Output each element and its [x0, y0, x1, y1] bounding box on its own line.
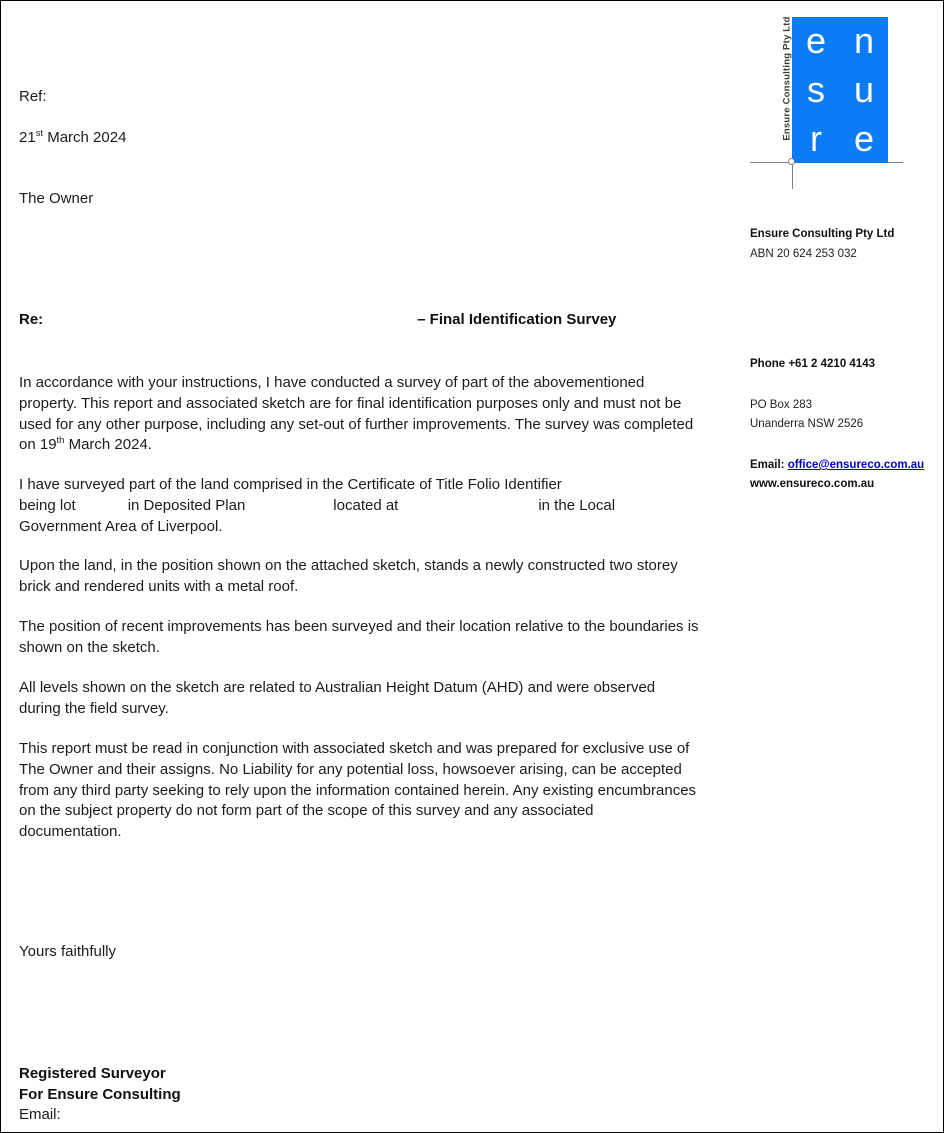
re-line — [19, 311, 709, 328]
paragraph-2 — [19, 475, 699, 537]
paragraph-1 — [19, 373, 699, 456]
letterhead-email-row — [750, 459, 924, 471]
paragraph-2-seg-1: I have surveyed part of the land comprised in the Certificate of Title Folio Identifier — [19, 476, 562, 493]
letterhead-address-line-1: PO Box 283 — [750, 399, 813, 411]
paragraph-1-text-a: In accordance with your instructions, I have conducted a survey of part of the abovementioned property. This report and associated sketch are for final identification purposes only and must not be used for any other purpose, including any set-out of further improvements. The survey was completed on 19 — [19, 374, 694, 454]
signature-block — [19, 1064, 181, 1126]
logo-letter-u: u — [853, 68, 875, 110]
signature-email-label: Email: — [19, 1106, 61, 1123]
date-ordinal-suffix: st — [35, 128, 44, 139]
letter-date — [19, 128, 126, 149]
date-month-year: March 2024 — [43, 129, 127, 146]
letterhead-address-line-2: Unanderra NSW 2526 — [750, 418, 864, 430]
paragraph-3: Upon the land, in the position shown on the attached sketch, stands a newly constructed two storey brick and rendered units with a metal roof. — [19, 557, 678, 595]
paragraph-2-seg-3: in Deposited Plan — [127, 496, 246, 514]
letterhead-abn: ABN 20 624 253 032 — [750, 248, 857, 260]
logo-letter-e2: e — [853, 117, 875, 159]
closing-salutation: Yours faithfully — [19, 943, 117, 960]
paragraph-5: All levels shown on the sketch are related to Australian Height Datum (AHD) and were observed during the field survey. — [19, 679, 656, 717]
paragraph-2-seg-4: located at — [333, 496, 399, 514]
letterhead-company-name: Ensure Consulting Pty Ltd — [750, 228, 895, 240]
company-logo — [750, 17, 940, 187]
letterhead-column — [745, 1, 944, 1133]
signature-title: Registered Surveyor — [19, 1065, 166, 1082]
recipient: The Owner — [19, 190, 94, 207]
paragraph-1-text-b: March 2024. — [64, 436, 152, 454]
paragraph-2-seg-2: being lot — [19, 496, 76, 514]
ref-label: Ref: — [19, 88, 47, 105]
logo-letter-s: s — [807, 68, 825, 110]
logo-vertical-company-text: Ensure Consulting Pty Ltd — [781, 16, 793, 141]
date-day: 21 — [19, 129, 36, 146]
letterhead-phone: Phone +61 2 4210 4143 — [750, 358, 875, 370]
paragraph-1-ordinal-suffix: th — [56, 435, 65, 447]
letterhead-email-label: Email: — [750, 459, 785, 471]
letterhead-email-link[interactable]: office@ensureco.com.au — [787, 459, 925, 471]
logo-letter-e1: e — [805, 20, 827, 62]
paragraph-4: The position of recent improvements has been surveyed and their location relative to the boundaries is shown on the sketch. — [19, 618, 699, 656]
letterhead-website: www.ensureco.com.au — [750, 478, 875, 490]
re-subject: – Final Identification Survey — [417, 311, 617, 328]
logo-letter-r: r — [810, 117, 822, 159]
signature-company: For Ensure Consulting — [19, 1085, 181, 1103]
paragraph-6: This report must be read in conjunction with associated sketch and was prepared for exclusive use of The Owner and their assigns. No Liability for any potential loss, howsoever arising, can be accepted from any third party seeking to rely upon the information contained herein. Any existing encumbrances on the subject property do not form part of the scope of this survey and any associated documentation. — [19, 740, 697, 841]
logo-wordmark — [792, 17, 888, 163]
re-label: Re: — [19, 311, 44, 328]
logo-letter-n: n — [853, 20, 875, 62]
paragraph-2-seg-5: in the Local Government Area of Liverpool. — [19, 496, 616, 535]
survey-mark-dot-icon — [788, 158, 795, 165]
